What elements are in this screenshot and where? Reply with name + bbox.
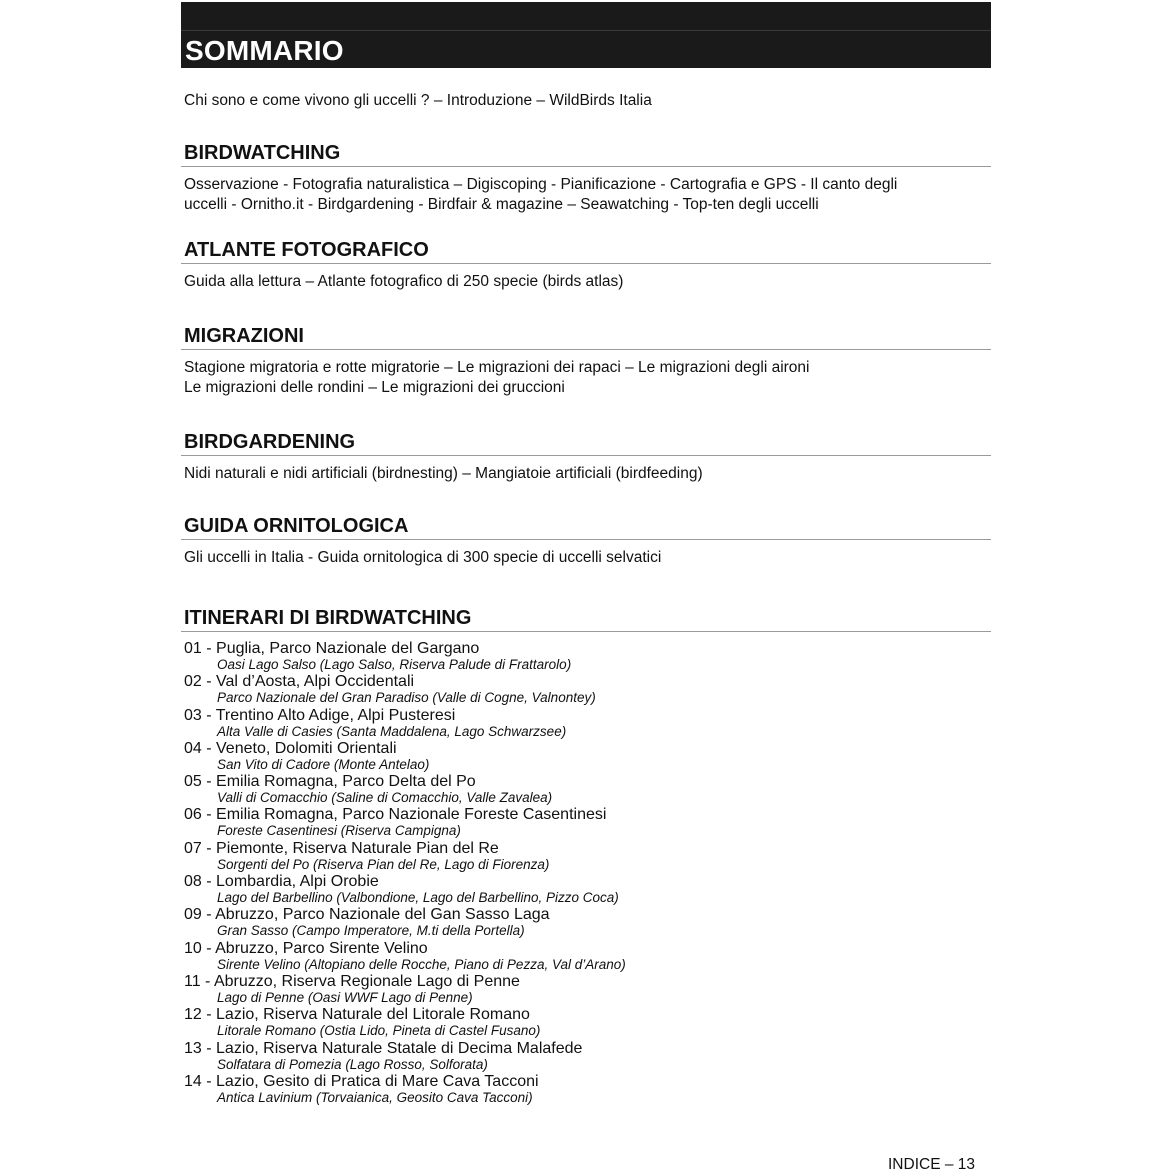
itinerary-subtitle: Antica Lavinium (Torvaianica, Geosito Cava Tacconi) bbox=[217, 1089, 533, 1105]
header-divider bbox=[181, 30, 991, 31]
itinerary-item bbox=[184, 873, 991, 906]
section-atlante-fotografico bbox=[181, 237, 991, 292]
section-birdgardening bbox=[181, 429, 991, 484]
itinerary-title: 10 - Abruzzo, Parco Sirente Velino bbox=[184, 939, 428, 957]
section-line: Guida alla lettura – Atlante fotografico di 250 specie (birds atlas) bbox=[184, 273, 624, 290]
itinerary-subtitle: Gran Sasso (Campo Imperatore, M.ti della Portella) bbox=[217, 923, 525, 939]
itinerary-title: 06 - Emilia Romagna, Parco Nazionale Foreste Casentinesi bbox=[184, 806, 607, 824]
itinerary-subtitle: Sorgenti del Po (Riserva Pian del Re, Lago di Fiorenza) bbox=[217, 856, 550, 872]
header-bar bbox=[181, 2, 991, 68]
itinerary-item bbox=[184, 1073, 991, 1106]
itinerary-title: 05 - Emilia Romagna, Parco Delta del Po bbox=[184, 773, 476, 791]
section-itinerari bbox=[181, 605, 991, 1106]
itinerary-item bbox=[184, 707, 991, 740]
itinerary-subtitle: Lago di Penne (Oasi WWF Lago di Penne) bbox=[217, 989, 473, 1005]
section-line: Osservazione - Fotografia naturalistica – Digiscoping - Pianificazione - Cartografia e GPS - Il canto degli bbox=[184, 176, 898, 193]
itinerary-item bbox=[184, 973, 991, 1006]
section-body bbox=[181, 175, 991, 214]
itinerary-subtitle: Oasi Lago Salso (Lago Salso, Riserva Palude di Frattarolo) bbox=[217, 657, 572, 672]
itinerary-subtitle: Foreste Casentinesi (Riserva Campigna) bbox=[217, 823, 461, 839]
itinerary-item bbox=[184, 673, 991, 706]
itinerary-list bbox=[181, 640, 991, 1106]
section-heading: ATLANTE FOTOGRAFICO bbox=[181, 237, 991, 264]
section-heading: BIRDGARDENING bbox=[181, 429, 991, 456]
itinerary-subtitle: Lago del Barbellino (Valbondione, Lago del Barbellino, Pizzo Coca) bbox=[217, 890, 619, 906]
section-line: Le migrazioni delle rondini – Le migrazioni dei gruccioni bbox=[184, 378, 565, 396]
section-heading: GUIDA ORNITOLOGICA bbox=[181, 513, 991, 540]
itinerary-title: 01 - Puglia, Parco Nazionale del Gargano bbox=[184, 640, 480, 657]
section-line: uccelli - Ornitho.it - Birdgardening - Birdfair & magazine – Seawatching - Top-ten degli uccelli bbox=[184, 195, 819, 213]
page-number: INDICE – 13 bbox=[888, 1156, 976, 1173]
itinerary-subtitle: Sirente Velino (Altopiano delle Rocche, Piano di Pezza, Val d’Arano) bbox=[217, 956, 626, 972]
itinerary-item bbox=[184, 640, 991, 673]
section-guida-ornitologica bbox=[181, 513, 991, 568]
page-title: SOMMARIO bbox=[185, 35, 344, 66]
itinerary-title: 12 - Lazio, Riserva Naturale del Litorale Romano bbox=[184, 1006, 530, 1024]
section-heading: BIRDWATCHING bbox=[181, 140, 991, 167]
itinerary-item bbox=[184, 773, 991, 806]
section-body bbox=[181, 272, 991, 292]
itinerary-subtitle: Litorale Romano (Ostia Lido, Pineta di Castel Fusano) bbox=[217, 1023, 541, 1039]
section-body bbox=[181, 548, 991, 568]
itinerary-item bbox=[184, 1006, 991, 1039]
itinerary-title: 08 - Lombardia, Alpi Orobie bbox=[184, 873, 379, 891]
itinerary-item bbox=[184, 906, 991, 939]
itinerary-subtitle: Alta Valle di Casies (Santa Maddalena, Lago Schwarzsee) bbox=[217, 723, 567, 739]
itinerary-item bbox=[184, 740, 991, 773]
intro-text: Chi sono e come vivono gli uccelli ? – Introduzione – WildBirds Italia bbox=[184, 92, 652, 109]
itinerary-item bbox=[184, 840, 991, 873]
itinerary-title: 09 - Abruzzo, Parco Nazionale del Gan Sasso Laga bbox=[184, 906, 550, 924]
section-heading: ITINERARI DI BIRDWATCHING bbox=[181, 605, 991, 632]
section-line: Nidi naturali e nidi artificiali (birdnesting) – Mangiatoie artificiali (birdfeeding) bbox=[184, 465, 703, 482]
section-line: Gli uccelli in Italia - Guida ornitologica di 300 specie di uccelli selvatici bbox=[184, 549, 662, 566]
section-birdwatching bbox=[181, 140, 991, 214]
section-body bbox=[181, 358, 991, 397]
itinerary-title: 03 - Trentino Alto Adige, Alpi Pusteresi bbox=[184, 706, 456, 724]
itinerary-subtitle: Parco Nazionale del Gran Paradiso (Valle di Cogne, Valnontey) bbox=[217, 690, 596, 706]
section-body bbox=[181, 464, 991, 484]
itinerary-item bbox=[184, 806, 991, 839]
itinerary-item bbox=[184, 1040, 991, 1073]
itinerary-title: 14 - Lazio, Gesito di Pratica di Mare Cava Tacconi bbox=[184, 1072, 539, 1090]
itinerary-title: 11 - Abruzzo, Riserva Regionale Lago di Penne bbox=[184, 972, 520, 990]
itinerary-subtitle: San Vito di Cadore (Monte Antelao) bbox=[217, 756, 430, 772]
itinerary-title: 13 - Lazio, Riserva Naturale Statale di Decima Malafede bbox=[184, 1039, 583, 1057]
itinerary-title: 02 - Val d’Aosta, Alpi Occidentali bbox=[184, 673, 415, 691]
itinerary-subtitle: Solfatara di Pomezia (Lago Rosso, Solforata) bbox=[217, 1056, 488, 1072]
itinerary-subtitle: Valli di Comacchio (Saline di Comacchio, Valle Zavalea) bbox=[217, 790, 553, 806]
itinerary-title: 04 - Veneto, Dolomiti Orientali bbox=[184, 739, 397, 757]
section-line: Stagione migratoria e rotte migratorie – Le migrazioni dei rapaci – Le migrazioni degli aironi bbox=[184, 359, 810, 376]
itinerary-title: 07 - Piemonte, Riserva Naturale Pian del Re bbox=[184, 839, 499, 857]
section-heading: MIGRAZIONI bbox=[181, 323, 991, 350]
section-migrazioni bbox=[181, 323, 991, 397]
itinerary-item bbox=[184, 940, 991, 973]
